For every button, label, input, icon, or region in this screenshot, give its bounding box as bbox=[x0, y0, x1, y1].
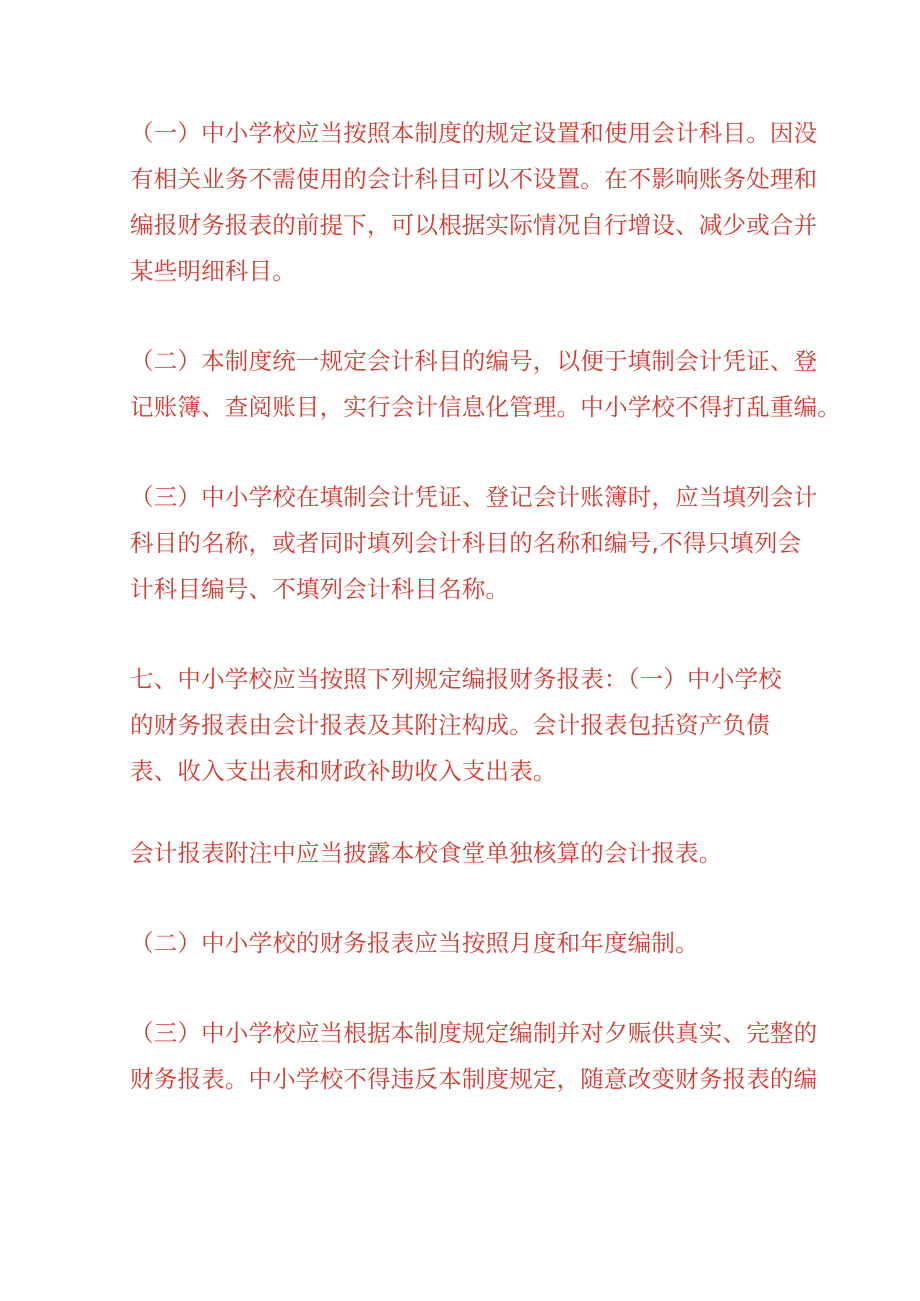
text-line: 计科目编号、不填列会计科目名称。 bbox=[130, 575, 510, 603]
text-line: （二）本制度统一规定会计科目的编号，以便于填制会计凭证、登 bbox=[130, 347, 818, 375]
paragraph-report-accuracy bbox=[130, 1010, 818, 1102]
paragraph-spacer bbox=[130, 794, 800, 830]
text-line: （一）中小学校应当按照本制度的规定设置和使用会计科目。因没 bbox=[130, 119, 818, 147]
text-line: 编报财务报表的前提下，可以根据实际情况自行增设、减少或合并 bbox=[130, 211, 818, 239]
paragraph-spacer bbox=[130, 966, 800, 1010]
text-line: 的财务报表由会计报表及其附注构成。会计报表包括资产负债 bbox=[130, 711, 770, 739]
text-line: 有相关业务不需使用的会计科目可以不设置。在不影响账务处理和 bbox=[130, 165, 818, 193]
text-line: 记账簿、查阅账目，实行会计信息化管理。中小学校不得打乱重编。 bbox=[130, 393, 841, 421]
paragraph-financial-report-rules bbox=[130, 656, 800, 794]
paragraph-spacer bbox=[130, 876, 800, 920]
paragraph-report-notes bbox=[130, 830, 800, 876]
text-line: 七、中小学校应当按照下列规定编报财务报表：（一）中小学校 bbox=[130, 665, 782, 693]
text-line: 科目的名称，或者同时填列会计科目的名称和编号,不得只填列会 bbox=[130, 529, 802, 557]
paragraph-subject-numbering bbox=[130, 338, 841, 430]
text-line: 表、收入支出表和财政补助收入支出表。 bbox=[130, 757, 557, 785]
text-line: （三）中小学校在填制会计凭证、登记会计账簿时，应当填列会计 bbox=[130, 483, 818, 511]
text-line: 会计报表附注中应当披露本校食堂单独核算的会计报表。 bbox=[130, 839, 723, 867]
paragraph-spacer bbox=[130, 612, 800, 656]
text-line: 某些明细科目。 bbox=[130, 257, 296, 285]
paragraph-report-period bbox=[130, 920, 800, 966]
paragraph-subject-naming bbox=[130, 474, 818, 612]
paragraph-subject-setup bbox=[130, 110, 818, 294]
text-line: （三）中小学校应当根据本制度规定编制并对夕赈供真实、完整的 bbox=[130, 1019, 818, 1047]
document-body bbox=[130, 110, 841, 1102]
paragraph-spacer bbox=[130, 430, 800, 474]
text-line: （二）中小学校的财务报表应当按照月度和年度编制。 bbox=[130, 929, 699, 957]
text-line: 财务报表。中小学校不得违反本制度规定，随意改变财务报表的编 bbox=[130, 1065, 818, 1093]
paragraph-spacer bbox=[130, 294, 800, 338]
